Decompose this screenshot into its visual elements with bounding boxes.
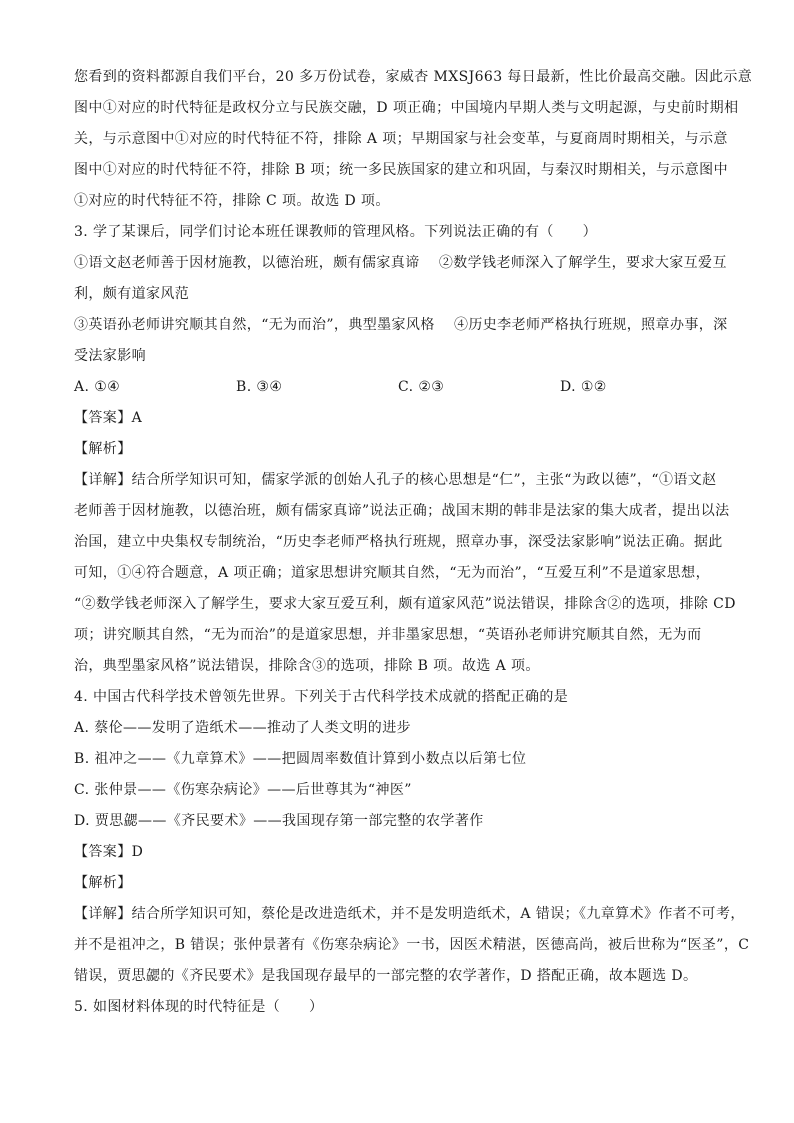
question-3-statement: ③英语孙老师讲究顺其自然，“无为而治”，典型墨家风格 ④历史李老师严格执行班规，照章办事，深 <box>74 317 728 333</box>
question-4-detail: 错误，贾思勰的《齐民要术》是我国现存最早的一部完整的农学著作，D 搭配正确，故本题选 D。 <box>74 968 698 984</box>
question-3-detail: 项；讲究顺其自然，“无为而治”的是道家思想，并非墨家思想，“英语孙老师讲究顺其自然，无为而 <box>74 627 702 643</box>
text-line: 图中①对应的时代特征是政权分立与民族交融，D 项正确；中国境内早期人类与文明起源，与史前时期相 <box>74 100 739 116</box>
question-4-option-c: C. 张仲景——《伤寒杂病论》——后世尊其为“神医” <box>74 782 412 798</box>
option-a: A. ①④ <box>74 379 121 395</box>
question-3-detail: “②数学钱老师深入了解学生，要求大家互爱互利，颇有道家风范”说法错误，排除含②的选项，排除 CD <box>74 596 736 612</box>
question-4-stem: 4. 中国古代科学技术曾领先世界。下列关于古代科学技术成就的搭配正确的是 <box>74 689 569 705</box>
question-3-detail: 【详解】结合所学知识可知，儒家学派的创始人孔子的核心思想是“仁”，主张“为政以德”，“①语文赵 <box>74 472 717 488</box>
question-4-option-a: A. 蔡伦——发明了造纸术——推动了人类文明的进步 <box>74 720 412 736</box>
text-line: ①对应的时代特征不符，排除 C 项。故选 D 项。 <box>74 193 390 209</box>
question-4-option-d: D. 贾思勰——《齐民要术》——我国现存第一部完整的农学著作 <box>74 813 484 829</box>
question-4-detail: 【详解】结合所学知识可知，蔡伦是改进造纸术，并不是发明造纸术，A 错误；《九章算术》作者不可考， <box>74 906 745 922</box>
question-3-detail: 治，典型墨家风格”说法错误，排除含③的选项，排除 B 项。故选 A 项。 <box>74 658 540 674</box>
text-line: 您看到的资料都源自我们平台，20 多万份试卷，家威杏 MXSJ663 每日最新，性比价最高交融。因此示意 <box>74 69 753 85</box>
option-b: B. ③④ <box>236 379 283 395</box>
question-3-statement: ①语文赵老师善于因材施教，以德治班，颇有儒家真谛 ②数学钱老师深入了解学生，要求大家互爱互 <box>74 255 727 271</box>
question-4-detail: 并不是祖冲之，B 错误；张仲景著有《伤寒杂病论》一书，因医术精湛，医德高尚，被后世称为“医圣”，C <box>74 937 750 953</box>
document-page <box>74 62 753 1023</box>
question-3-options <box>74 372 724 403</box>
question-3-answer: 【答案】A <box>74 410 143 426</box>
text-line: 关，与示意图中①对应的时代特征不符，排除 A 项；早期国家与社会变革，与夏商周时期相关，与示意 <box>74 131 728 147</box>
question-4-answer: 【答案】D <box>74 844 144 860</box>
option-d: D. ①② <box>560 379 607 395</box>
question-3-detail: 可知，①④符合题意，A 项正确；道家思想讲究顺其自然，“无为而治”，“互爱互利”不是道家思想， <box>74 565 710 581</box>
question-4-option-b: B. 祖冲之——《九章算术》——把圆周率数值计算到小数点以后第七位 <box>74 751 527 767</box>
option-c: C. ②③ <box>398 379 445 395</box>
question-3-statement: 利，颇有道家风范 <box>74 286 190 302</box>
question-5-stem: 5. 如图材料体现的时代特征是（ ） <box>74 999 324 1015</box>
question-3-stem: 3. 学了某课后，同学们讨论本班任课教师的管理风格。下列说法正确的有（ ） <box>74 224 598 240</box>
question-3-analysis-label: 【解析】 <box>74 441 132 457</box>
text-line: 图中①对应的时代特征不符，排除 B 项；统一多民族国家的建立和巩固，与秦汉时期相关，与示意图中 <box>74 162 728 178</box>
question-3-statement: 受法家影响 <box>74 348 146 364</box>
question-4-analysis-label: 【解析】 <box>74 875 132 891</box>
question-3-detail: 治国，建立中央集权专制统治，“历史李老师严格执行班规，照章办事，深受法家影响”说法正确。据此 <box>74 534 723 550</box>
question-3-detail: 老师善于因材施教，以德治班，颇有儒家真谛”说法正确；战国末期的韩非是法家的集大成者，提出以法 <box>74 503 730 519</box>
